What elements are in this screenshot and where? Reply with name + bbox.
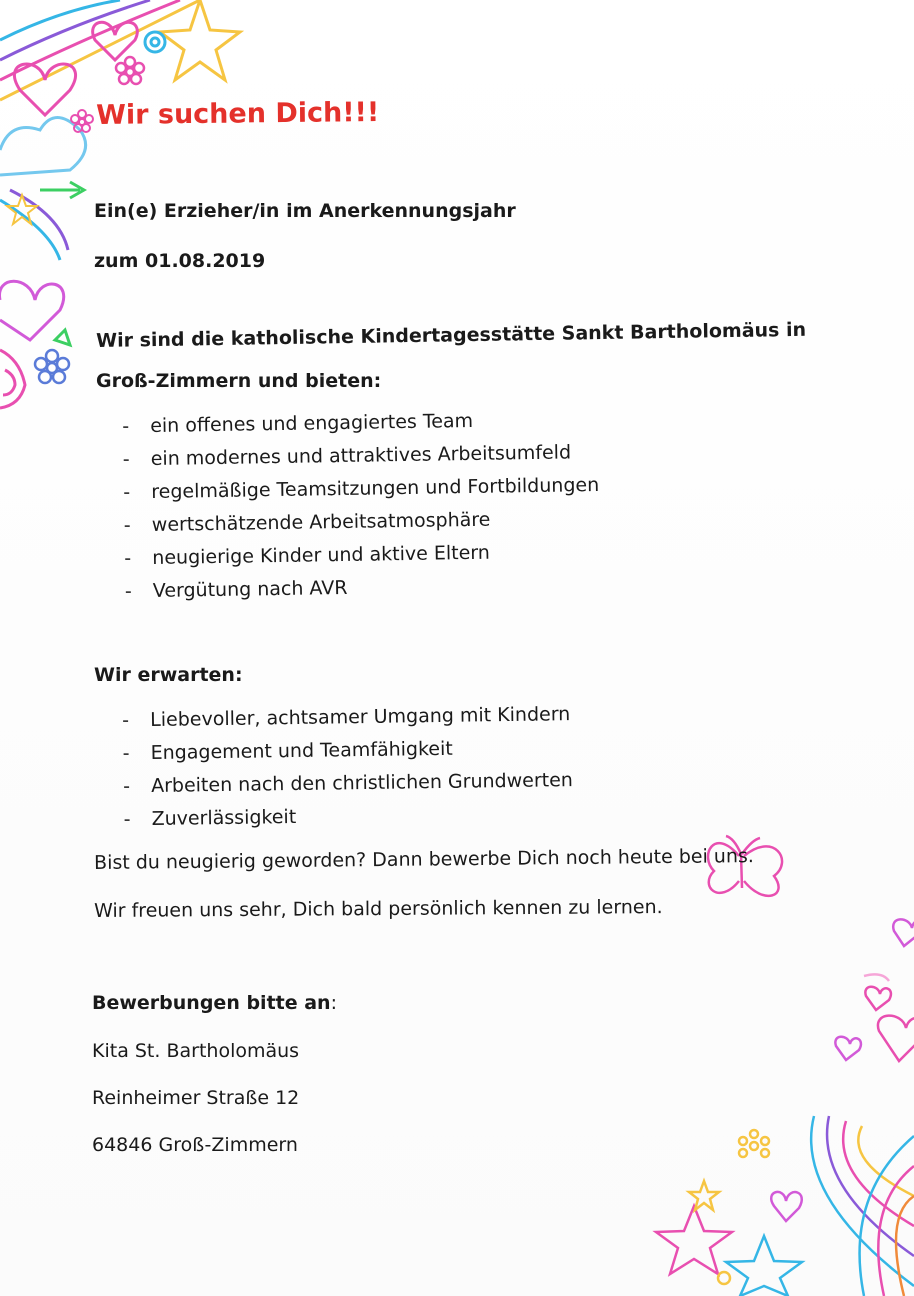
application-colon: : bbox=[330, 992, 337, 1014]
bullet-dash: - bbox=[124, 547, 132, 570]
bullet-dash: - bbox=[122, 709, 130, 732]
heart-icon bbox=[865, 987, 891, 1010]
address-street: Reinheimer Straße 12 bbox=[92, 1087, 300, 1109]
list-item bbox=[123, 797, 573, 836]
offer-text: Vergütung nach AVR bbox=[152, 576, 348, 602]
heart-icon bbox=[893, 919, 914, 946]
bottom-right-doodle-decoration bbox=[614, 816, 914, 1296]
bullet-dash: - bbox=[122, 742, 130, 765]
expectation-text: Engagement und Teamfähigkeit bbox=[150, 737, 453, 764]
heart-icon bbox=[835, 1037, 861, 1060]
offer-text: ein offenes und engagiertes Team bbox=[150, 409, 474, 437]
start-date: zum 01.08.2019 bbox=[94, 250, 266, 272]
offer-text: ein modernes und attraktives Arbeitsumfeld bbox=[150, 441, 572, 470]
list-item bbox=[124, 568, 601, 608]
expectation-text: Liebevoller, achtsamer Umgang mit Kindern bbox=[150, 703, 571, 731]
heart-icon bbox=[0, 281, 64, 340]
bullet-dash: - bbox=[123, 808, 131, 831]
position-title: Ein(e) Erzieher/in im Anerkennungsjahr bbox=[94, 200, 516, 222]
closing-curious: Bist du neugierig geworden? Dann bewerbe Dich noch heute bei uns. bbox=[94, 845, 754, 874]
application-heading bbox=[92, 992, 337, 1014]
address-name: Kita St. Bartholomäus bbox=[92, 1040, 300, 1062]
expectations-list bbox=[122, 698, 574, 836]
bullet-dash: - bbox=[122, 448, 130, 471]
star-icon bbox=[656, 1206, 732, 1274]
flower-icon bbox=[35, 350, 69, 383]
heart-icon bbox=[878, 1016, 914, 1061]
star-icon bbox=[160, 0, 240, 80]
cloud-icon bbox=[0, 118, 86, 176]
swirl-doodle bbox=[145, 32, 165, 52]
bullet-dash: - bbox=[124, 580, 132, 603]
address-city: 64846 Groß-Zimmern bbox=[92, 1134, 298, 1156]
intro-line-1: Wir sind die katholische Kindertagesstätte Sankt Bartholomäus in bbox=[96, 318, 807, 352]
flower-icon bbox=[71, 110, 93, 132]
offers-list bbox=[122, 403, 601, 608]
star-icon bbox=[7, 195, 37, 224]
expectation-text: Zuverlässigkeit bbox=[151, 805, 297, 830]
headline: Wir suchen Dich!!! bbox=[96, 97, 380, 131]
offer-text: neugierige Kinder und aktive Eltern bbox=[152, 541, 491, 569]
application-title: Bewerbungen bitte an bbox=[92, 992, 331, 1014]
flower-icon bbox=[116, 57, 144, 84]
offer-text: regelmäßige Teamsitzungen und Fortbildungen bbox=[151, 473, 600, 503]
expectation-text: Arbeiten nach den christlichen Grundwerten bbox=[150, 769, 574, 797]
intro-line-2: Groß-Zimmern und bieten: bbox=[96, 370, 382, 392]
offer-text: wertschätzende Arbeitsatmosphäre bbox=[151, 508, 491, 536]
bullet-dash: - bbox=[122, 775, 131, 798]
bullet-dash: - bbox=[123, 514, 131, 537]
bullet-dash: - bbox=[122, 415, 130, 438]
bullet-dash: - bbox=[123, 481, 131, 504]
closing-looking-forward: Wir freuen uns sehr, Dich bald persönlich kennen zu lernen. bbox=[94, 896, 663, 922]
expectations-title: Wir erwarten: bbox=[94, 664, 243, 686]
star-icon bbox=[726, 1236, 802, 1296]
